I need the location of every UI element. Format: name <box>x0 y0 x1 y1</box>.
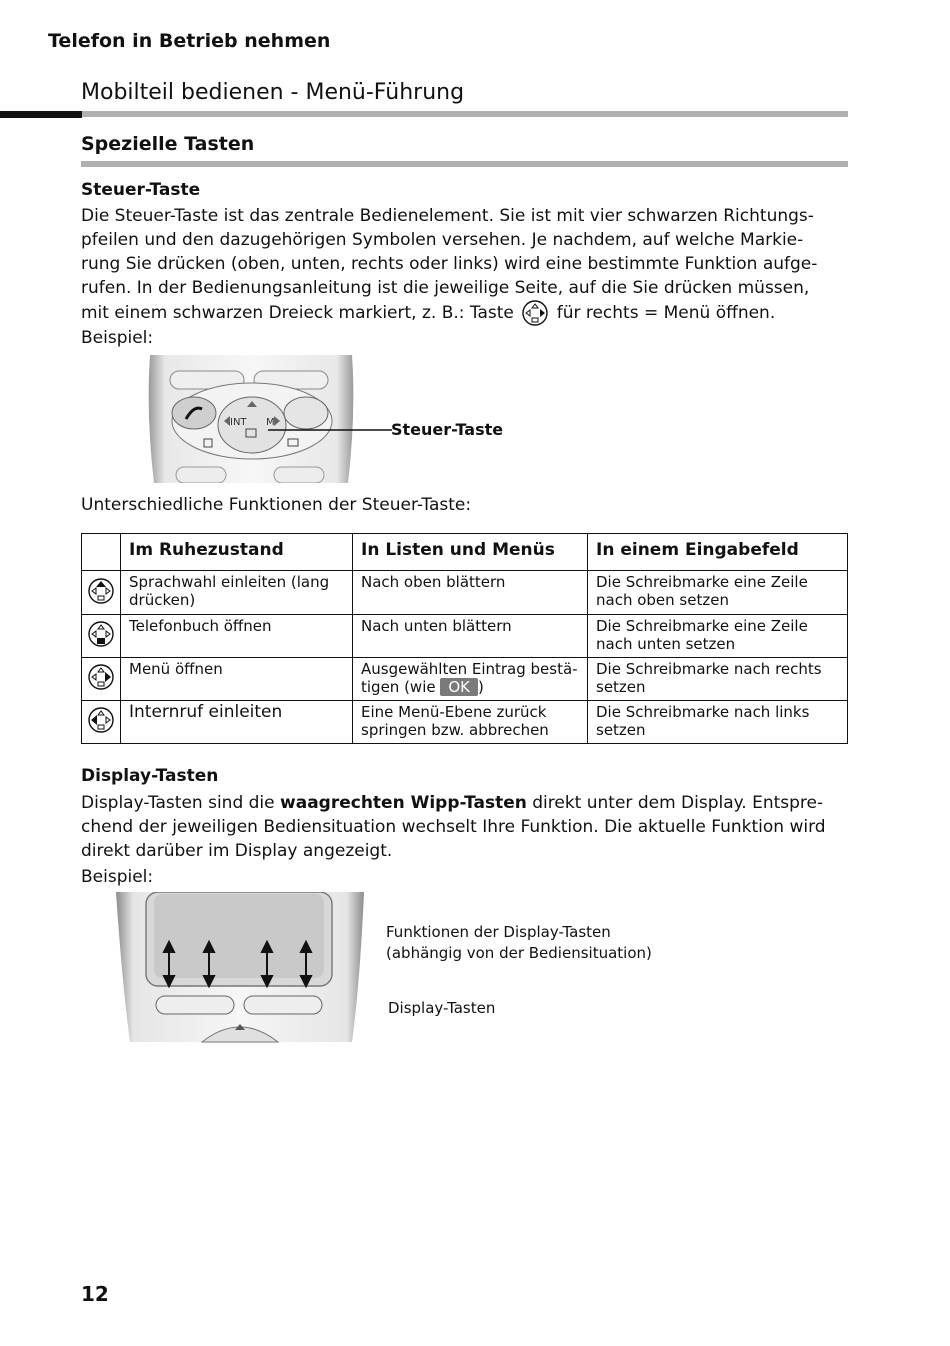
function-table <box>81 533 848 744</box>
paragraph-line: chend der jeweiligen Bediensituation wechselt Ihre Funktion. Die aktuelle Funktion wird <box>81 817 826 837</box>
table-header: Im Ruhezustand <box>121 534 353 571</box>
keypad-menu-label: M <box>266 417 275 428</box>
keypad-int-label: INT <box>230 417 247 428</box>
nav-key-right-icon <box>522 300 548 326</box>
table-cell: Internruf einleiten <box>121 701 353 744</box>
table-cell: Die Schreibmarke nach rechts setzen <box>588 658 848 701</box>
table-row <box>82 571 848 615</box>
table-cell: Die Schreibmarke eine Zeile nach oben setzen <box>588 571 848 615</box>
display-keys-illustration <box>116 892 366 1052</box>
table-cell-icon <box>82 615 121 658</box>
callout-line: (abhängig von der Bediensituation) <box>386 944 652 962</box>
display-functions-callout <box>386 922 652 964</box>
section-rule <box>82 111 848 117</box>
table-row <box>82 701 848 744</box>
paragraph-text: für rechts = Menü öffnen. <box>556 303 776 323</box>
table-cell-text: ) <box>478 678 484 696</box>
nav-right-icon <box>88 664 114 690</box>
keypad-callout-label: Steuer-Taste <box>391 420 504 439</box>
table-header: In Listen und Menüs <box>353 534 588 571</box>
steuer-heading: Steuer-Taste <box>81 180 201 200</box>
table-header-row <box>82 534 848 571</box>
table-cell: Telefonbuch öffnen <box>121 615 353 658</box>
table-cell: Nach unten blättern <box>353 615 588 658</box>
table-cell: Sprachwahl einleiten (lang drücken) <box>121 571 353 615</box>
table-header: In einem Eingabefeld <box>588 534 848 571</box>
subsection-rule <box>81 161 848 167</box>
table-row <box>82 615 848 658</box>
paragraph-line: rufen. In der Bedienungsanleitung ist die jeweilige Seite, auf die Sie drücken müssen, <box>81 278 810 298</box>
nav-up-icon <box>88 578 114 604</box>
example-label: Beispiel: <box>81 867 154 887</box>
display-heading: Display-Tasten <box>81 766 219 786</box>
table-cell: Die Schreibmarke nach links setzen <box>588 701 848 744</box>
page-number: 12 <box>81 1282 109 1306</box>
paragraph-line: rung Sie drücken (oben, unten, rechts oder links) wird eine bestimmte Funktion aufge- <box>81 254 818 274</box>
table-header-icon <box>82 534 121 571</box>
paragraph-line: direkt darüber im Display angezeigt. <box>81 841 393 861</box>
functions-intro: Unterschiedliche Funktionen der Steuer-Taste: <box>81 495 472 515</box>
callout-line: Funktionen der Display-Tasten <box>386 923 611 941</box>
paragraph-line: Die Steuer-Taste ist das zentrale Bedienelement. Sie ist mit vier schwarzen Richtungs- <box>81 206 814 226</box>
table-cell: Menü öffnen <box>121 658 353 701</box>
ok-key-badge: OK <box>440 678 478 696</box>
display-keys-callout: Display-Tasten <box>388 999 496 1017</box>
table-cell-icon <box>82 701 121 744</box>
section-rule-accent <box>0 111 82 118</box>
table-cell: Eine Menü-Ebene zurück springen bzw. abbrechen <box>353 701 588 744</box>
paragraph-line <box>81 300 848 326</box>
subsection-title: Spezielle Tasten <box>81 133 255 155</box>
nav-left-icon <box>88 707 114 733</box>
table-cell <box>353 658 588 701</box>
paragraph-text: Display-Tasten sind die <box>81 793 281 813</box>
paragraph-line <box>81 791 848 815</box>
paragraph-bold-text: waagrechten Wipp-Tasten <box>280 793 527 813</box>
nav-down-icon <box>88 621 114 647</box>
paragraph-text: mit einem schwarzen Dreieck markiert, z. B.: Taste <box>81 303 514 323</box>
table-row <box>82 658 848 701</box>
keypad-illustration <box>146 355 506 483</box>
paragraph-text: direkt unter dem Display. Entspre- <box>526 793 824 813</box>
table-cell-icon <box>82 658 121 701</box>
chapter-title: Telefon in Betrieb nehmen <box>48 30 331 52</box>
table-cell-icon <box>82 571 121 615</box>
paragraph-line: pfeilen und den dazugehörigen Symbolen versehen. Je nachdem, auf welche Markie- <box>81 230 804 250</box>
steuer-paragraph <box>81 204 848 326</box>
table-cell: Nach oben blättern <box>353 571 588 615</box>
example-label: Beispiel: <box>81 328 154 348</box>
table-cell: Die Schreibmarke eine Zeile nach unten setzen <box>588 615 848 658</box>
table-cell-text: Ausgewählten Eintrag bestä-tigen (wie <box>361 660 578 696</box>
display-paragraph <box>81 791 848 863</box>
section-title: Mobilteil bedienen - Menü-Führung <box>81 80 465 105</box>
